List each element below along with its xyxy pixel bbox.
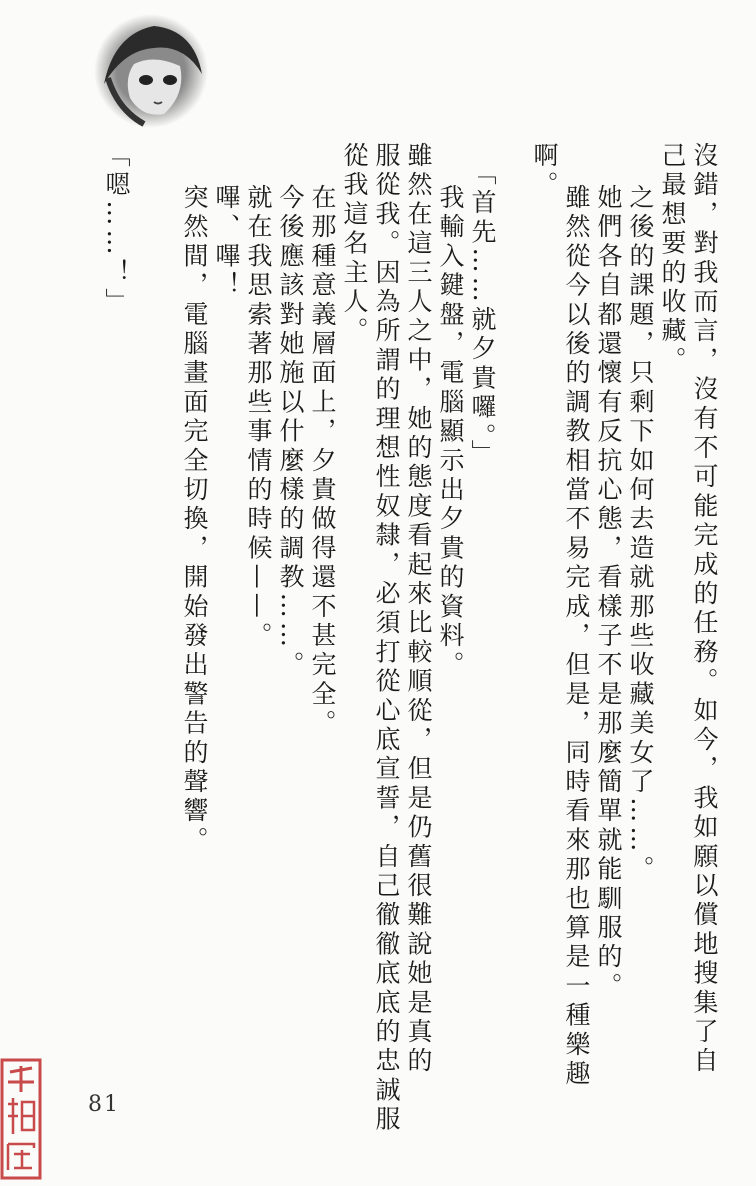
text-column-11: 從我這名主人。 (340, 142, 369, 347)
text-column-10: 服從我。因為所謂的理想性奴隸，必須打從心底宣誓，自己徹徹底底的忠誠服 (372, 142, 401, 1135)
text-column-5: 雖然從今以後的調教相當不易完成，但是，同時看來那也算是一種樂趣 (562, 184, 591, 1090)
text-column-16: 突然間，電腦畫面完全切換，開始發出警告的聲響。 (180, 184, 209, 856)
text-column-8: 我輸入鍵盤，電腦顯示出夕貴的資料。 (436, 184, 465, 681)
text-column-14: 就在我思索著那些事情的時候——。 (244, 184, 273, 652)
text-column-15: 嗶、嗶！ (212, 184, 241, 301)
text-column-17: 「嗯……！」 (102, 142, 131, 318)
text-column-7: 「首先……就夕貴囉。」 (468, 160, 497, 469)
text-column-1: 沒錯，對我而言，沒有不可能完成的任務。如今，我如願以償地搜集了自 (690, 142, 719, 1077)
text-column-2: 己最想要的收藏。 (658, 142, 687, 376)
text-column-3: 之後的課題，只剩下如何去造就那些收藏美女了……。 (626, 184, 655, 885)
text-column-9: 雖然在這三人之中，她的態度看起來比較順從，但是仍舊很難說她是真的 (404, 142, 433, 1077)
text-column-4: 她們各自都還懷有反抗心態，看樣子不是那麼簡單就能馴服的。 (594, 184, 623, 1002)
text-column-6: 啊。 (530, 142, 559, 201)
text-column-13: 今後應該對她施以什麼樣的調教……。 (276, 184, 305, 681)
page-number: 81 (88, 1092, 120, 1117)
seal-stamp (0, 1058, 44, 1182)
portrait-illustration (94, 14, 208, 128)
text-column-12: 在那種意義層面上，夕貴做得還不甚完全。 (308, 184, 337, 739)
